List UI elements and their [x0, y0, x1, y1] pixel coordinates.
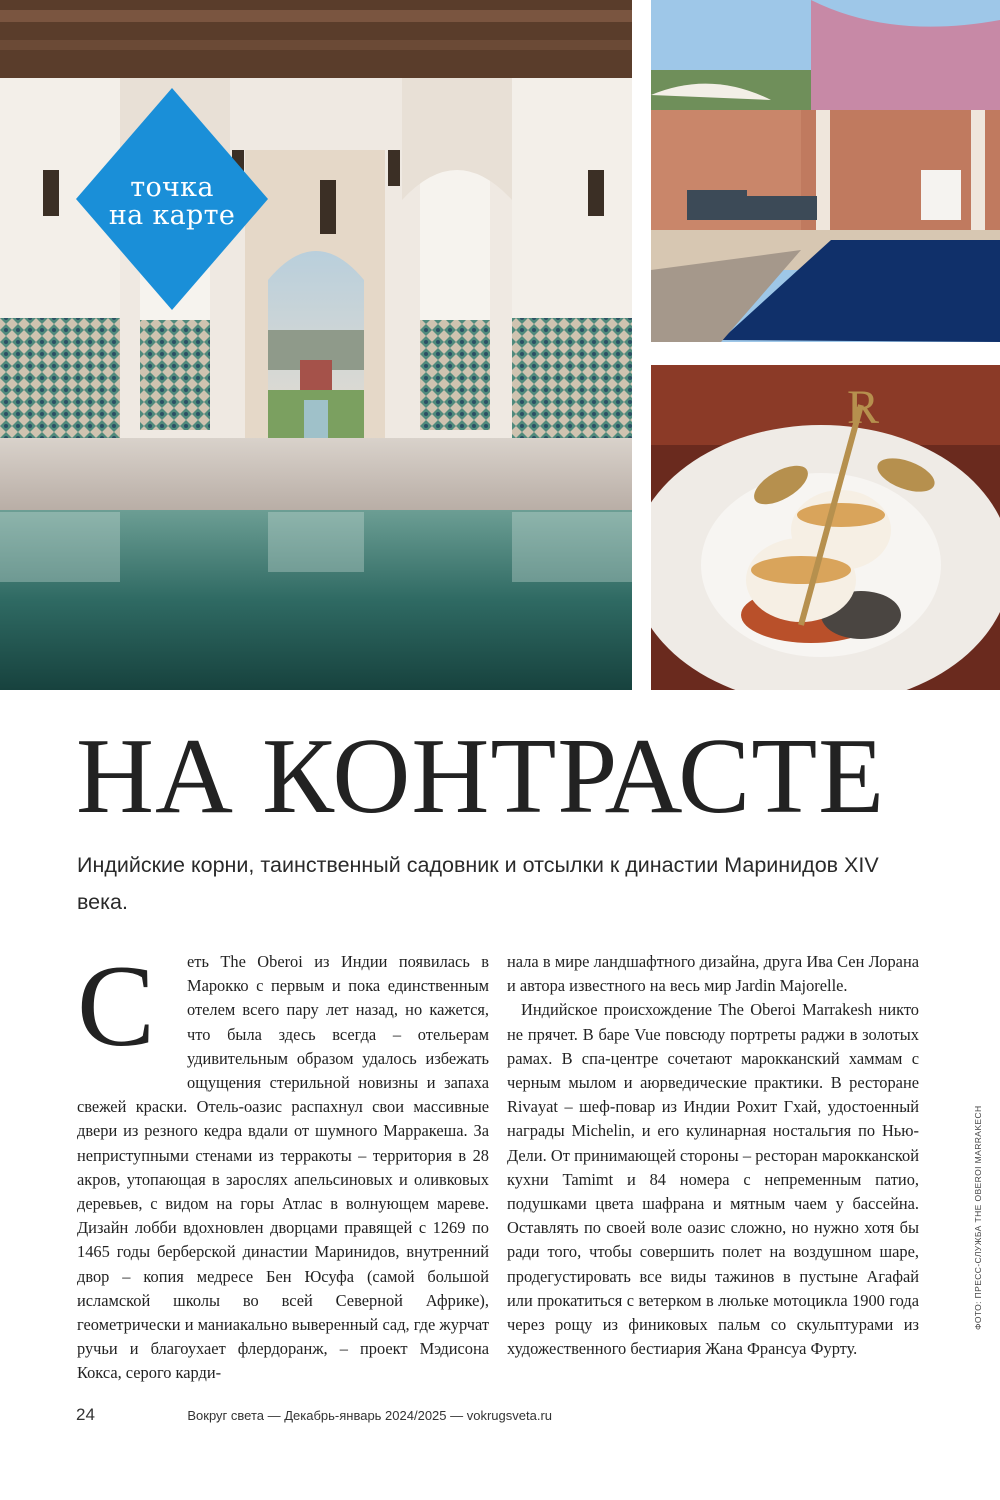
paragraph-1: еть The Oberoi из Индии появилась в Марокко с первым и пока единственным отелем всего пару лет назад, но кажется, что была здесь всегда – отельерам удивительным образом удалось избежать ощущения стерильной новизны и запаха свежей краски. Отель-оазис распахнул свои массивные двери из резного кедра вдали от шумного Марракеша. За неприступными стенами из терракоты – территория в 28 акров, утопающая в зарослях апельсиновых и оливковых деревьев, с видом на горы Атлас в волнующем мареве. Дизайн лобби вдохновлен дворцами правящей с 1269 по 1465 годы берберской династии Маринидов, внутренний двор – копия медресе Бен Юсуфа (самой большой исламской школы во всей Северной Африке), геометрически и маниакально выверенный сад, где журчат ручьи и благоухает флердоранж, – проект Мэдисона Кокса, серого карди- [77, 952, 489, 1383]
section-badge [76, 88, 268, 310]
badge-line-2: на карте [108, 200, 236, 231]
photo-credit: ФОТО: ПРЕСС-СЛУЖБА THE OBEROI MARRAKECH [973, 1105, 983, 1330]
badge-line-1: точка [130, 172, 214, 203]
page-footer [76, 1405, 552, 1425]
page-number: 24 [76, 1405, 95, 1424]
paragraph-2: нала в мире ландшафтного дизайна, друга Ива Сен Лорана и автора известного на весь мир Jardin Majorelle. [507, 952, 919, 996]
svg-text:R: R [847, 381, 880, 434]
footer-info: Вокруг света — Декабрь-январь 2024/2025 — vokrugsveta.ru [187, 1407, 552, 1423]
article-title: НА КОНТРАСТЕ [76, 717, 886, 836]
text-column-left [77, 942, 489, 1386]
article-subtitle: Индийские корни, таинственный садовник и отсылки к династии Маринидов XIV века. [77, 853, 879, 914]
paragraph-3: Индийское происхождение The Oberoi Marrakesh никто не прячет. В баре Vue повсюду портреты раджи в золотых рамах. В спа-центре сочетают марокканский хаммам с черным мылом и аюрведические практики. В ресторане Rivayat – шеф-повар из Индии Рохит Гхай, удостоенный награды Michelin, и его кулинарная ностальгия по Нью-Дели. От принимающей стороны – ресторан марокканской кухни Tamimt и 84 номера с непременным патио, подушками цвета шафрана и мятным чаем у бассейна. Оставлять по своей воле оазис сложно, но нужно хотя бы ради того, чтобы совершить полет на воздушном шаре, продегустировать все виды тажинов в пустыне Агафай или прокатиться с ветерком в люльке мотоцикла 1900 года через рощу из финиковых пальм со скульптурами из художественного бестиария Жана Франсуа Фурту. [507, 1000, 919, 1359]
dish-photo [651, 365, 1000, 690]
drop-cap: С [77, 942, 156, 1071]
text-column-right [507, 950, 919, 1361]
pool-terrace-photo [651, 0, 1000, 342]
